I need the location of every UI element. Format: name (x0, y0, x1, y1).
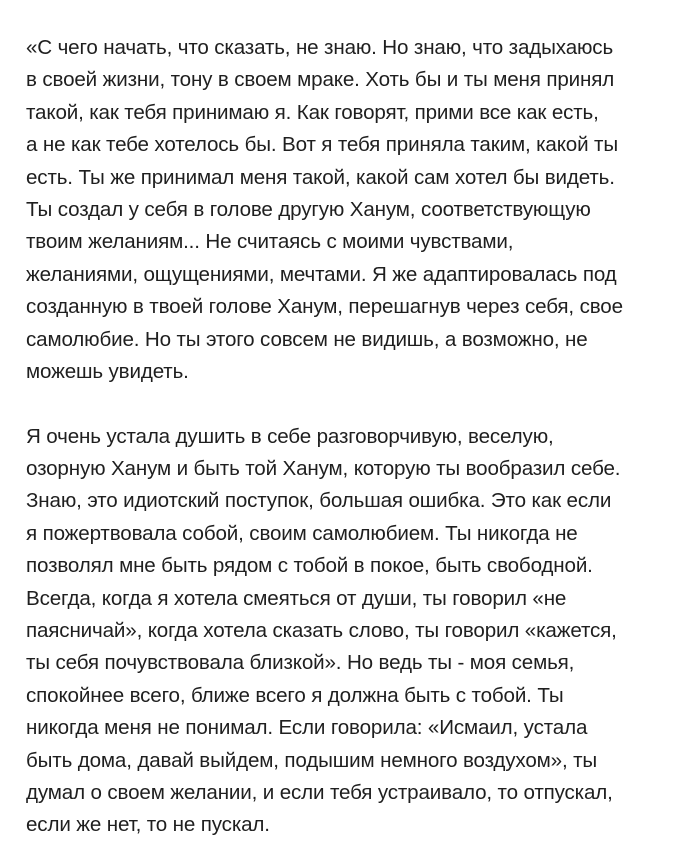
text-line: желаниями, ощущениями, мечтами. Я же адаптировалась под (26, 262, 617, 286)
text-line: позволял мне быть рядом с тобой в покое, быть свободной. (26, 554, 593, 578)
text-line: самолюбие. Но ты этого совсем не видишь, а возможно, не (26, 327, 588, 351)
text-line: в своей жизни, тону в своем мраке. Хоть бы и ты меня принял (26, 68, 615, 92)
text-line: я пожертвовала собой, своим самолюбием. Ты никогда не (26, 521, 578, 545)
text-line: Я очень устала душить в себе разговорчивую, веселую, (26, 424, 554, 448)
text-line: спокойнее всего, ближе всего я должна быть с тобой. Ты (26, 683, 564, 707)
document-body (26, 32, 678, 842)
text-line: созданную в твоей голове Ханум, перешагнув через себя, свое (26, 295, 623, 319)
text-line: твоим желаниям... Не считаясь с моими чувствами, (26, 230, 514, 254)
text-line: думал о своем желании, и если тебя устраивало, то отпускал, (26, 780, 613, 804)
text-line: паясничай», когда хотела сказать слово, ты говорил «кажется, (26, 619, 617, 643)
text-line: никогда меня не понимал. Если говорила: «Исмаил, устала (26, 716, 588, 740)
text-line: быть дома, давай выйдем, подышим немного воздухом», ты (26, 748, 598, 772)
text-line: есть. Ты же принимал меня такой, какой сам хотел бы видеть. (26, 165, 615, 189)
text-line: озорную Ханум и быть той Ханум, которую ты вообразил себе. (26, 457, 621, 481)
paragraph-1 (26, 32, 678, 388)
text-line: «С чего начать, что сказать, не знаю. Но знаю, что задыхаюсь (26, 36, 614, 59)
paragraph-2 (26, 421, 678, 842)
text-line: Всегда, когда я хотела смеяться от души, ты говорил «не (26, 586, 567, 610)
text-line: Знаю, это идиотский поступок, большая ошибка. Это как если (26, 489, 612, 513)
text-line: можешь увидеть. (26, 359, 189, 383)
text-line: а не как тебе хотелось бы. Вот я тебя приняла таким, какой ты (26, 133, 618, 157)
text-line: такой, как тебя принимаю я. Как говорят, прими все как есть, (26, 100, 599, 124)
text-line: ты себя почувствовала близкой». Но ведь ты - моя семья, (26, 651, 575, 675)
text-line: если же нет, то не пускал. (26, 813, 270, 837)
text-line: Ты создал у себя в голове другую Ханум, соответствующую (26, 197, 591, 221)
